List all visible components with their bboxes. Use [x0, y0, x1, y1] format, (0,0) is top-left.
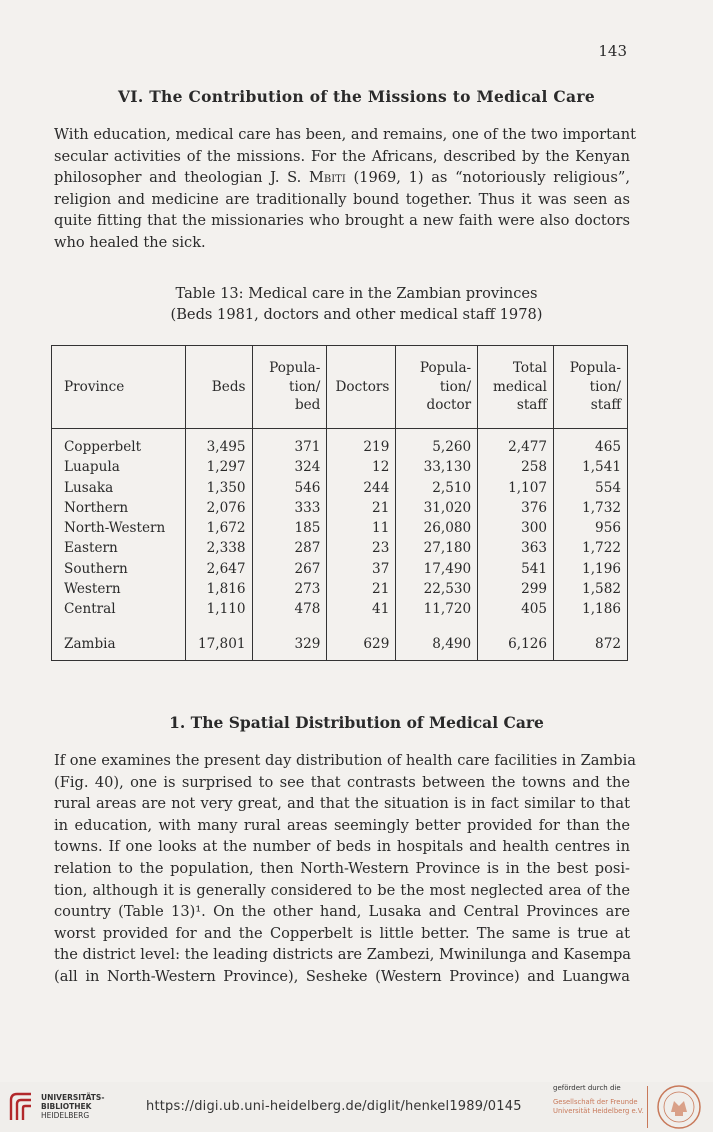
value-cell: 465	[554, 429, 628, 458]
table-header-row	[52, 346, 628, 429]
table-body	[52, 429, 628, 661]
value-cell: 2,338	[185, 538, 252, 558]
author-name: Mbiti	[308, 169, 346, 187]
value-cell: 26,080	[396, 518, 478, 538]
value-cell: 219	[327, 429, 396, 458]
intro-line	[54, 124, 636, 146]
value-cell: 21	[327, 579, 396, 599]
body-line: towns. If one looks at the number of beds in hospitals and health centres in	[54, 838, 630, 856]
intro-line	[54, 167, 630, 189]
body-line: worst provided for and the Copperbelt is little better. The same is true at	[54, 924, 630, 942]
table-row	[52, 579, 628, 599]
column-header: Popula- tion/ bed	[252, 346, 327, 429]
province-cell: Northern	[52, 498, 186, 518]
body-line: tion, although it is generally considered to be the most neglected area of the	[54, 881, 630, 899]
intro-line	[54, 210, 630, 232]
intro-text: secular activities of the missions. For the Africans, described by the Kenyan	[54, 147, 630, 165]
value-cell: 1,541	[554, 457, 628, 477]
value-cell: 405	[478, 599, 554, 619]
value-cell: 185	[252, 518, 327, 538]
value-cell: 17,801	[185, 634, 252, 661]
value-cell: 1,672	[185, 518, 252, 538]
intro-text: philosopher and theologian J. S.	[54, 169, 309, 187]
table-row	[52, 457, 628, 477]
column-header: Popula- tion/ staff	[554, 346, 628, 429]
value-cell: 21	[327, 498, 396, 518]
value-cell: 1,582	[554, 579, 628, 599]
body-line: relation to the population, then North-Western Province is in the best posi-	[54, 859, 630, 877]
sub-heading: 1. The Spatial Distribution of Medical Care	[169, 713, 544, 732]
value-cell: 371	[252, 429, 327, 458]
value-cell: 41	[327, 599, 396, 619]
total-row	[52, 634, 628, 661]
university-seal-icon	[656, 1084, 702, 1130]
value-cell: 300	[478, 518, 554, 538]
column-header: Province	[52, 346, 186, 429]
province-cell: North-Western	[52, 518, 186, 538]
value-cell: 2,647	[185, 559, 252, 579]
sponsor-line1: Gesellschaft der Freunde	[553, 1098, 638, 1106]
intro-text: With education, medical care has been, and remains, one of the two important	[54, 126, 636, 143]
value-cell: 324	[252, 457, 327, 477]
value-cell: 546	[252, 478, 327, 498]
table-row	[52, 518, 628, 538]
value-cell: 6,126	[478, 634, 554, 661]
column-header: Doctors	[327, 346, 396, 429]
value-cell: 1,722	[554, 538, 628, 558]
table-row	[52, 498, 628, 518]
value-cell: 329	[252, 634, 327, 661]
value-cell: 273	[252, 579, 327, 599]
table-caption-line1: Table 13: Medical care in the Zambian provinces	[175, 285, 538, 302]
value-cell: 267	[252, 559, 327, 579]
sponsor-line2: Universität Heidelberg e.V.	[553, 1107, 644, 1115]
library-logo-icon	[7, 1090, 37, 1124]
value-cell: 629	[327, 634, 396, 661]
source-url-link[interactable]: https://digi.ub.uni-heidelberg.de/diglit/henkel1989/0145	[146, 1099, 522, 1114]
province-cell: Eastern	[52, 538, 186, 558]
province-cell: Southern	[52, 559, 186, 579]
value-cell: 956	[554, 518, 628, 538]
sponsor-intro: gefördert durch die	[553, 1084, 621, 1092]
value-cell: 1,350	[185, 478, 252, 498]
value-cell: 31,020	[396, 498, 478, 518]
body-line: country (Table 13)¹. On the other hand, Lusaka and Central Provinces are	[54, 903, 630, 921]
value-cell: 1,107	[478, 478, 554, 498]
body-line: the district level: the leading districts are Zambezi, Mwinilunga and Kasempa	[54, 946, 631, 964]
table-row	[52, 429, 628, 458]
value-cell: 258	[478, 457, 554, 477]
value-cell: 37	[327, 559, 396, 579]
body-line: in education, with many rural areas seemingly better provided for than the	[54, 816, 630, 834]
body-line: If one examines the present day distribution of health care facilities in Zambia	[54, 752, 636, 769]
value-cell: 363	[478, 538, 554, 558]
value-cell: 244	[327, 478, 396, 498]
table-caption	[0, 283, 713, 325]
value-cell: 1,110	[185, 599, 252, 619]
page-number: 143	[598, 42, 627, 60]
medical-care-table	[51, 345, 628, 661]
province-cell: Central	[52, 599, 186, 619]
value-cell: 541	[478, 559, 554, 579]
value-cell: 23	[327, 538, 396, 558]
value-cell: 3,495	[185, 429, 252, 458]
value-cell: 2,510	[396, 478, 478, 498]
value-cell: 1,297	[185, 457, 252, 477]
province-cell: Lusaka	[52, 478, 186, 498]
province-cell: Copperbelt	[52, 429, 186, 458]
body-line: rural areas are not very great, and that the situation is in fact similar to that	[54, 795, 630, 813]
value-cell: 1,196	[554, 559, 628, 579]
value-cell: 554	[554, 478, 628, 498]
library-name-line1: UNIVERSITÄTS-	[41, 1093, 105, 1102]
value-cell: 2,076	[185, 498, 252, 518]
column-header: Total medical staff	[478, 346, 554, 429]
body-paragraph	[54, 750, 636, 988]
value-cell: 1,186	[554, 599, 628, 619]
body-line: (all in North-Western Province), Sesheke (Western Province) and Luangwa	[54, 967, 630, 985]
value-cell: 17,490	[396, 559, 478, 579]
value-cell: 299	[478, 579, 554, 599]
value-cell: 1,816	[185, 579, 252, 599]
value-cell: 333	[252, 498, 327, 518]
footer-bar	[0, 1082, 713, 1132]
library-name-line3: HEIDELBERG	[41, 1111, 90, 1120]
body-line: (Fig. 40), one is surprised to see that contrasts between the towns and the	[54, 773, 630, 791]
intro-line	[54, 189, 630, 211]
value-cell: 287	[252, 538, 327, 558]
value-cell: 2,477	[478, 429, 554, 458]
table-row	[52, 599, 628, 619]
value-cell: 478	[252, 599, 327, 619]
value-cell: 5,260	[396, 429, 478, 458]
intro-paragraph	[54, 124, 636, 254]
value-cell: 11,720	[396, 599, 478, 619]
spacer-row	[52, 620, 628, 634]
value-cell: 1,732	[554, 498, 628, 518]
intro-text: quite fitting that the missionaries who brought a new faith were also doctors	[54, 212, 630, 230]
intro-line	[54, 146, 630, 168]
table-row	[52, 538, 628, 558]
table-row	[52, 559, 628, 579]
value-cell: 27,180	[396, 538, 478, 558]
library-name	[41, 1093, 104, 1120]
province-cell: Luapula	[52, 457, 186, 477]
value-cell: 376	[478, 498, 554, 518]
value-cell: 872	[554, 634, 628, 661]
value-cell: 22,530	[396, 579, 478, 599]
intro-text: (1969, 1) as “notoriously religious”,	[345, 169, 630, 187]
intro-text: religion and medicine are traditionally bound together. Thus it was seen as	[54, 190, 630, 208]
column-header: Popula- tion/ doctor	[396, 346, 478, 429]
value-cell: 8,490	[396, 634, 478, 661]
footer-divider	[647, 1086, 648, 1128]
province-cell: Western	[52, 579, 186, 599]
intro-line	[54, 232, 630, 254]
intro-text: who healed the sick.	[54, 233, 206, 251]
column-header: Beds	[185, 346, 252, 429]
library-name-line2: BIBLIOTHEK	[41, 1102, 92, 1111]
table-caption-line2: (Beds 1981, doctors and other medical staff 1978)	[170, 306, 543, 323]
value-cell: 33,130	[396, 457, 478, 477]
sponsor-name	[553, 1098, 644, 1116]
value-cell: 11	[327, 518, 396, 538]
value-cell: 12	[327, 457, 396, 477]
section-heading: VI. The Contribution of the Missions to Medical Care	[117, 87, 596, 106]
table-row	[52, 478, 628, 498]
province-cell: Zambia	[52, 634, 186, 661]
